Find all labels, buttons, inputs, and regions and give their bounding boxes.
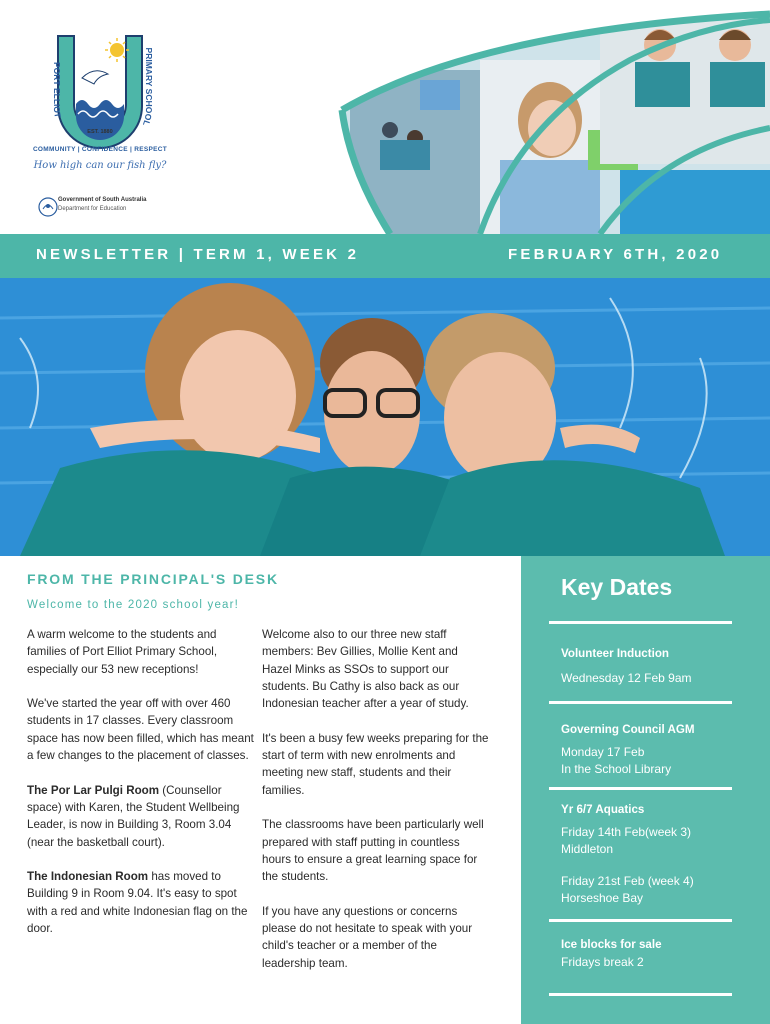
- article-paragraph: A warm welcome to the students and families of Port Elliot Primary School, especially our 53 new receptions!: [27, 628, 218, 676]
- event-detail: Friday 14th Feb(week 3): [561, 825, 692, 839]
- classroom-photo-collage: [330, 0, 770, 234]
- divider: [549, 701, 732, 704]
- event-detail: In the School Library: [561, 762, 672, 776]
- established-label: EST. 1880: [87, 129, 113, 135]
- event-title: Volunteer Induction: [561, 647, 669, 660]
- key-dates-heading: Key Dates: [561, 574, 673, 600]
- department-name: Department for Education: [58, 206, 127, 212]
- article-paragraph: [27, 868, 255, 937]
- room-name: The Por Lar Pulgi Room: [27, 783, 160, 797]
- event-detail: Wednesday 12 Feb 9am: [561, 671, 692, 685]
- article-paragraph: We've started the year off with over 460 students in 17 classes. Every classroom space has now been filled, which has meant a few changes to the placement of classes.: [27, 697, 254, 763]
- article-paragraph: The classrooms have been particularly well prepared with staff putting in countless hours to ensure a great learning space for the students.: [262, 818, 484, 884]
- article-column-right: [262, 626, 490, 989]
- divider: [549, 919, 732, 922]
- key-dates-sidebar: [521, 556, 770, 1024]
- divider: [549, 787, 732, 790]
- room-description: has moved to Building 9 in Room 9.04. It's easy to spot with a red and white Indonesian flag on the door.: [27, 870, 248, 936]
- event-detail: Friday 21st Feb (week 4): [561, 874, 694, 888]
- newsletter-date: FEBRUARY 6TH, 2020: [508, 246, 723, 263]
- article-paragraph: Welcome also to our three new staff members: Bev Gillies, Mollie Kent and Hazel Minks as SSOs to support our students. Bu Cathy is also back as our Indonesian teacher after a year of study.: [262, 628, 469, 711]
- event-title: Yr 6/7 Aquatics: [561, 803, 645, 816]
- article-paragraph: [27, 782, 255, 851]
- government-name: Government of South Australia: [58, 197, 147, 203]
- principals-desk-heading: FROM THE PRINCIPAL'S DESK: [27, 571, 279, 587]
- divider: [549, 993, 732, 996]
- event-title: Governing Council AGM: [561, 723, 695, 736]
- event-title: Ice blocks for sale: [561, 938, 662, 951]
- students-hero-photo: [0, 278, 770, 556]
- school-motto: COMMUNITY | CONFIDENCE | RESPECT: [32, 146, 168, 153]
- principals-desk-subheading: Welcome to the 2020 school year!: [27, 599, 240, 611]
- article-paragraph: If you have any questions or concerns please do not hesitate to speak with your child's teacher or a member of the leadership team.: [262, 904, 473, 970]
- article-paragraph: It's been a busy few weeks preparing for the start of term with new enrolments and meeting new staff, students and their families.: [262, 731, 489, 797]
- event-detail: Fridays break 2: [561, 955, 644, 969]
- room-description: (Counsellor space) with Karen, the Student Wellbeing Leader, is now in Building 3, Room 3.04 (near the basketball court).: [27, 783, 240, 849]
- article-column-left: [27, 626, 255, 955]
- svg-text:PORT ELLIOT: PORT ELLIOT: [51, 61, 63, 119]
- government-crest-icon: [38, 196, 58, 218]
- event-detail: Monday 17 Feb: [561, 745, 645, 759]
- newsletter-term-heading: NEWSLETTER | TERM 1, WEEK 2: [36, 246, 360, 263]
- divider: [549, 621, 732, 624]
- school-tagline: How high can our fish fly?: [33, 160, 167, 171]
- event-detail: Middleton: [561, 842, 614, 856]
- room-name: The Indonesian Room: [27, 870, 149, 884]
- svg-text:PRIMARY SCHOOL: PRIMARY SCHOOL: [141, 47, 155, 128]
- event-detail: Horseshoe Bay: [561, 891, 644, 905]
